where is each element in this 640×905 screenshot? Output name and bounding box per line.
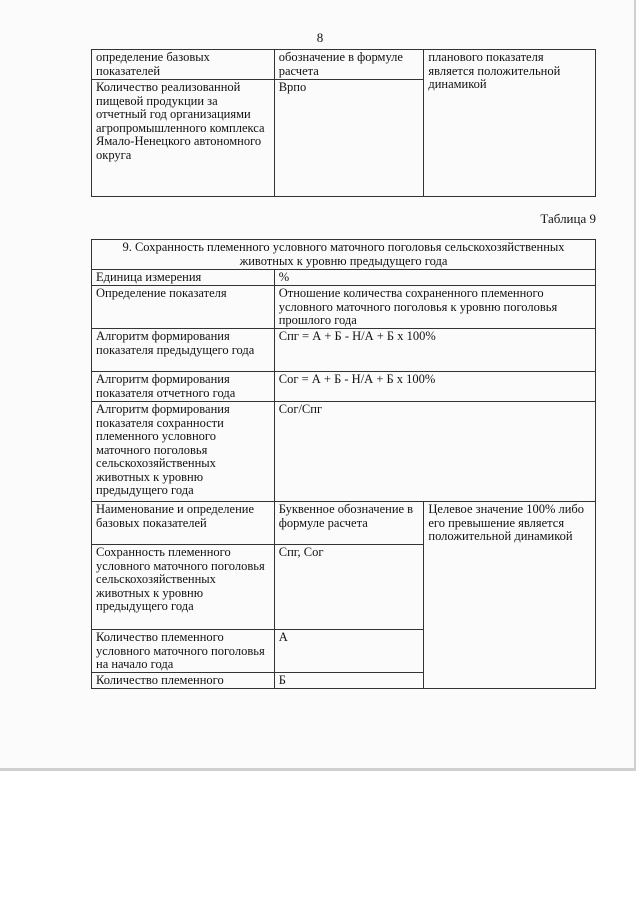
base-name: Количество племенного условного маточного поголовья на начало года (92, 630, 275, 673)
row-value: Сог/Спг (274, 402, 595, 502)
table-title-row (92, 240, 596, 270)
row-value: Отношение количества сохраненного племенного условного маточного поголовья к уровню поголовья прошлого года (274, 286, 595, 329)
row-label: Алгоритм формирования показателя отчетного года (92, 372, 275, 402)
table-caption: Таблица 9 (540, 211, 596, 226)
base-name: Количество племенного (92, 673, 275, 689)
cell-formula-designation: обозначение в формуле расчета (274, 50, 424, 80)
row-label: Алгоритм формирования показателя сохранности племенного условного маточного поголовья сельскохозяйственных животных к уровню предыдущего года (92, 402, 275, 502)
base-name: Сохранность племенного условного маточного поголовья сельскохозяйственных животных к уровню предыдущего года (92, 545, 275, 630)
base-name-header: Наименование и определение базовых показателей (92, 502, 275, 545)
page-number: 8 (316, 30, 324, 45)
base-header-row (92, 502, 596, 545)
table-title: 9. Сохранность племенного условного маточного поголовья сельскохозяйственных животных к уровню предыдущего года (92, 240, 596, 270)
target-value-cell: Целевое значение 100% либо его превышение является положительной динамикой (424, 502, 596, 689)
cell-food-products: Количество реализованной пищевой продукции за отчетный год организациями агропромышленного комплекса Ямало-Ненецкого автономного округа (92, 80, 275, 197)
table-row (92, 372, 596, 402)
base-letter-header: Буквенное обозначение в формуле расчета (274, 502, 424, 545)
base-letter: А (274, 630, 424, 673)
row-value: Спг = А + Б - Н/А + Б х 100% (274, 329, 595, 372)
table-row (92, 329, 596, 372)
row-value: % (274, 270, 595, 286)
row-label: Алгоритм формирования показателя предыдущего года (92, 329, 275, 372)
base-letter: Спг, Сог (274, 545, 424, 630)
table-row (92, 286, 596, 329)
table-continued (91, 49, 596, 197)
row-label: Определение показателя (92, 286, 275, 329)
row-value: Сог = А + Б - Н/А + Б х 100% (274, 372, 595, 402)
table-row (92, 402, 596, 502)
base-letter: Б (274, 673, 424, 689)
cell-target-note: планового показателя является положительной динамикой (424, 50, 596, 197)
row-label: Единица измерения (92, 270, 275, 286)
table-row (92, 270, 596, 286)
cell-base-definition: определение базовых показателей (92, 50, 275, 80)
cell-food-symbol: Врпо (274, 80, 424, 197)
table-row (92, 50, 596, 80)
indicator-table (91, 239, 596, 689)
